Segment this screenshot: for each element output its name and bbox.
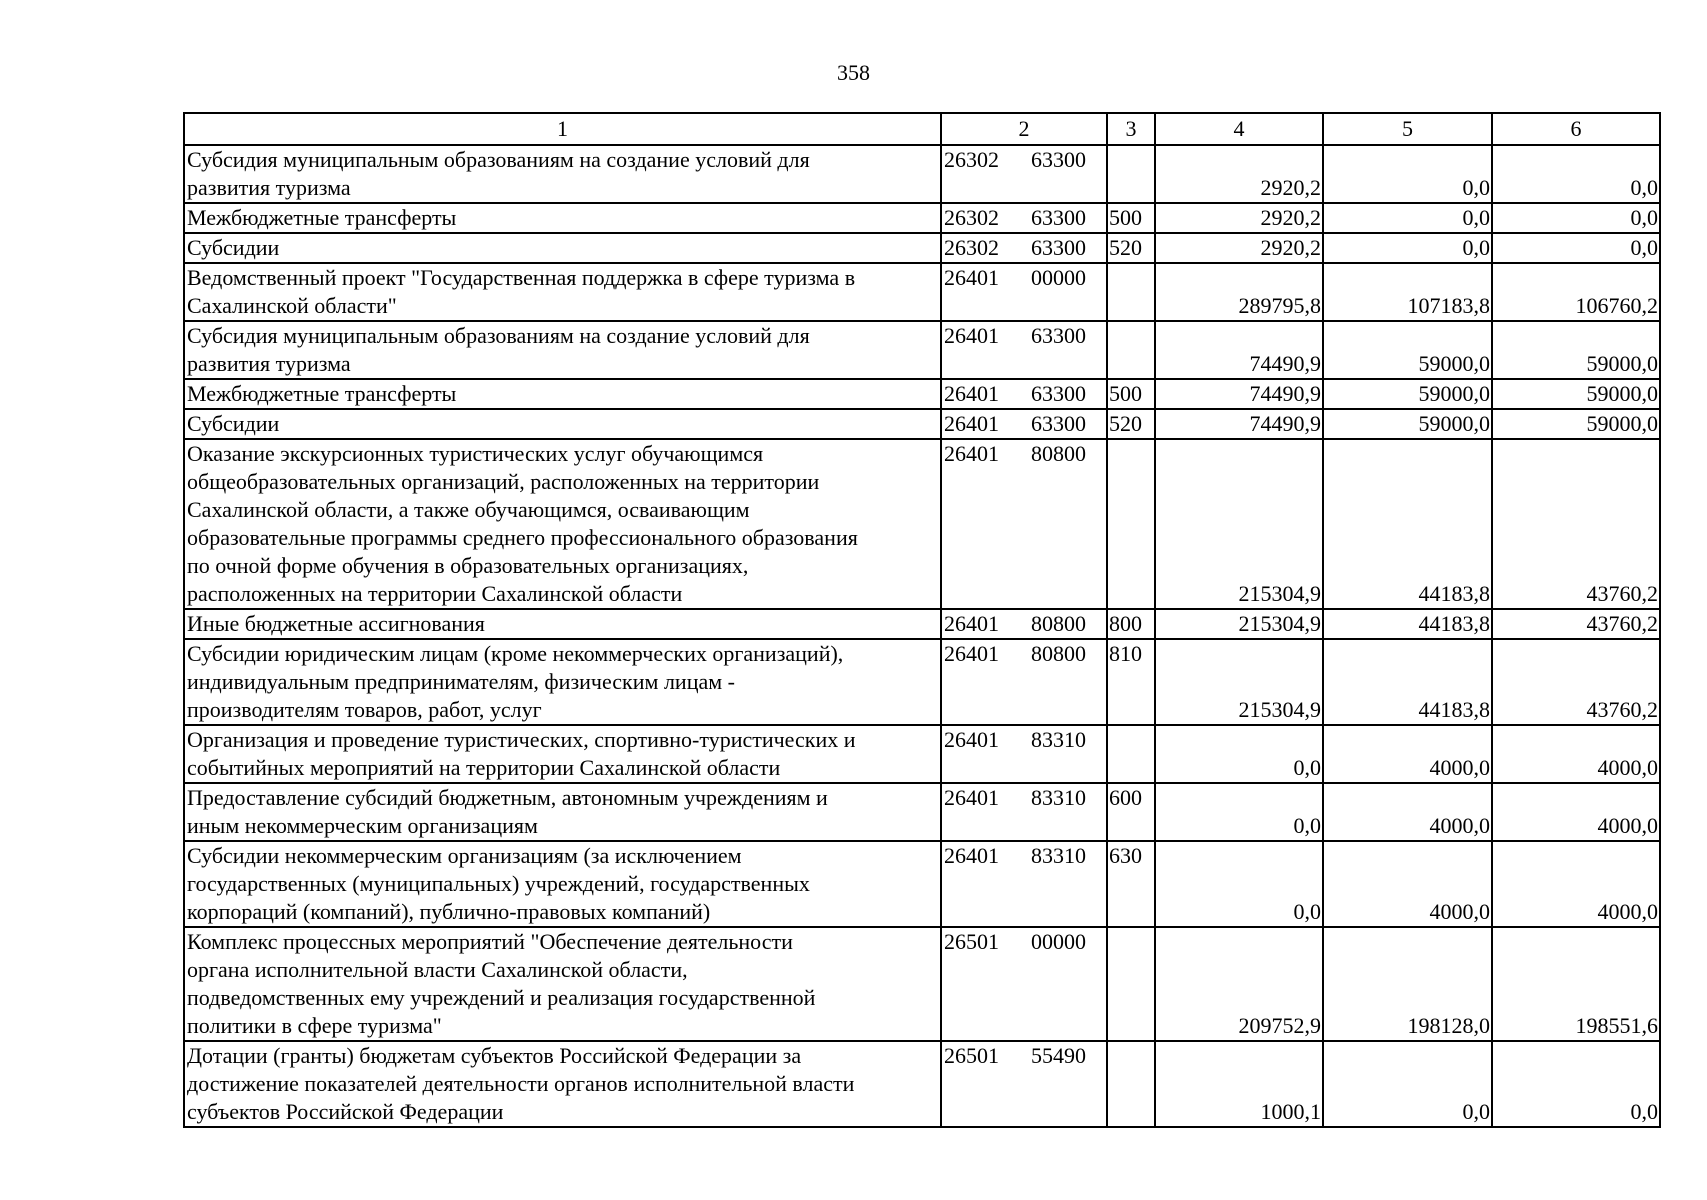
row-value-v6: 43760,2 [1492, 439, 1660, 609]
row-value-v6: 0,0 [1492, 233, 1660, 263]
row-value-v5: 4000,0 [1323, 725, 1492, 783]
table-row [184, 379, 1660, 409]
row-value-v5: 0,0 [1323, 1041, 1492, 1127]
row-name-line: корпораций (компаний), публично-правовых компаний) [187, 899, 711, 924]
row-name-line: Сахалинской области, а также обучающимся, осваивающим [187, 497, 750, 522]
row-code [941, 233, 1107, 263]
row-code [941, 639, 1107, 725]
row-name [184, 927, 941, 1041]
row-value-v5: 107183,8 [1323, 263, 1492, 321]
row-name [184, 203, 941, 233]
code-direction: 63300 [1031, 205, 1086, 230]
row-value-v6: 4000,0 [1492, 783, 1660, 841]
row-value-v5: 59000,0 [1323, 409, 1492, 439]
row-name [184, 321, 941, 379]
row-expense-type [1107, 439, 1155, 609]
row-name-line: Субсидия муниципальным образованиям на создание условий для [187, 323, 810, 348]
table-row [184, 145, 1660, 203]
row-name-line: Комплекс процессных мероприятий "Обеспечение деятельности [187, 929, 793, 954]
table-row [184, 1041, 1660, 1127]
row-value-v5: 4000,0 [1323, 841, 1492, 927]
row-value-v6: 4000,0 [1492, 725, 1660, 783]
row-value-v4: 215304,9 [1155, 439, 1323, 609]
code-direction: 00000 [1031, 929, 1086, 954]
code-direction: 83310 [1031, 785, 1086, 810]
row-value-v6: 43760,2 [1492, 609, 1660, 639]
row-name [184, 783, 941, 841]
row-value-v4: 0,0 [1155, 783, 1323, 841]
row-value-v6: 0,0 [1492, 203, 1660, 233]
table-row [184, 409, 1660, 439]
table-row [184, 609, 1660, 639]
row-value-v4: 0,0 [1155, 841, 1323, 927]
code-program: 26501 [944, 1043, 999, 1068]
row-expense-type: 520 [1107, 233, 1155, 263]
code-program: 26401 [944, 785, 999, 810]
row-name-line: органа исполнительной власти Сахалинской области, [187, 957, 688, 982]
row-code [941, 321, 1107, 379]
code-direction: 83310 [1031, 727, 1086, 752]
row-name-line: Предоставление субсидий бюджетным, автономным учреждениям и [187, 785, 828, 810]
row-code [941, 145, 1107, 203]
row-value-v5: 44183,8 [1323, 609, 1492, 639]
row-code [941, 203, 1107, 233]
code-program: 26302 [944, 205, 999, 230]
table-row [184, 639, 1660, 725]
row-name-line: Дотации (гранты) бюджетам субъектов Российской Федерации за [187, 1043, 802, 1068]
row-expense-type: 600 [1107, 783, 1155, 841]
row-expense-type: 800 [1107, 609, 1155, 639]
row-value-v4: 74490,9 [1155, 321, 1323, 379]
row-name [184, 409, 941, 439]
row-name [184, 609, 941, 639]
header-row [184, 113, 1660, 145]
row-name-line: Сахалинской области" [187, 293, 397, 318]
row-code [941, 263, 1107, 321]
code-program: 26302 [944, 235, 999, 260]
row-value-v5: 59000,0 [1323, 379, 1492, 409]
header-col-4: 4 [1155, 113, 1323, 145]
row-expense-type [1107, 1041, 1155, 1127]
table-row [184, 841, 1660, 927]
code-direction: 63300 [1031, 381, 1086, 406]
table-row [184, 439, 1660, 609]
row-value-v6: 43760,2 [1492, 639, 1660, 725]
table-row [184, 783, 1660, 841]
row-name [184, 439, 941, 609]
row-code [941, 1041, 1107, 1127]
code-program: 26401 [944, 381, 999, 406]
row-expense-type: 500 [1107, 203, 1155, 233]
row-name [184, 145, 941, 203]
table-row [184, 263, 1660, 321]
row-code [941, 379, 1107, 409]
row-value-v5: 4000,0 [1323, 783, 1492, 841]
row-code [941, 841, 1107, 927]
table-row [184, 233, 1660, 263]
row-value-v6: 59000,0 [1492, 321, 1660, 379]
code-direction: 63300 [1031, 411, 1086, 436]
row-name [184, 1041, 941, 1127]
code-program: 26401 [944, 441, 999, 466]
table-row [184, 203, 1660, 233]
row-name-line: Оказание экскурсионных туристических услуг обучающимся [187, 441, 764, 466]
row-code [941, 409, 1107, 439]
row-value-v4: 2920,2 [1155, 233, 1323, 263]
code-program: 26401 [944, 611, 999, 636]
row-expense-type: 520 [1107, 409, 1155, 439]
row-value-v4: 209752,9 [1155, 927, 1323, 1041]
code-program: 26302 [944, 147, 999, 172]
row-value-v6: 0,0 [1492, 145, 1660, 203]
row-value-v4: 74490,9 [1155, 379, 1323, 409]
code-direction: 83310 [1031, 843, 1086, 868]
page-number: 358 [837, 60, 870, 85]
row-name-line: индивидуальным предпринимателям, физическим лицам - [187, 669, 735, 694]
row-expense-type [1107, 263, 1155, 321]
row-value-v5: 44183,8 [1323, 439, 1492, 609]
row-value-v5: 0,0 [1323, 145, 1492, 203]
code-direction: 00000 [1031, 265, 1086, 290]
table-row [184, 927, 1660, 1041]
row-name-line: Субсидии некоммерческим организациям (за исключением [187, 843, 742, 868]
row-value-v6: 59000,0 [1492, 409, 1660, 439]
code-direction: 63300 [1031, 147, 1086, 172]
row-name-line: Иные бюджетные ассигнования [187, 611, 485, 636]
row-name-line: субъектов Российской Федерации [187, 1099, 504, 1124]
row-name [184, 263, 941, 321]
code-program: 26401 [944, 265, 999, 290]
row-name-line: Субсидия муниципальным образованиям на создание условий для [187, 147, 810, 172]
row-value-v6: 106760,2 [1492, 263, 1660, 321]
row-name-line: подведомственных ему учреждений и реализация государственной [187, 985, 816, 1010]
row-name [184, 379, 941, 409]
table-row [184, 321, 1660, 379]
row-value-v5: 0,0 [1323, 203, 1492, 233]
row-name-line: Организация и проведение туристических, спортивно-туристических и [187, 727, 856, 752]
row-value-v6: 198551,6 [1492, 927, 1660, 1041]
row-name-line: Субсидии юридическим лицам (кроме некоммерческих организаций), [187, 641, 844, 666]
row-name-line: Ведомственный проект "Государственная поддержка в сфере туризма в [187, 265, 856, 290]
code-direction: 63300 [1031, 235, 1086, 260]
row-value-v4: 215304,9 [1155, 609, 1323, 639]
row-name-line: развития туризма [187, 175, 351, 200]
row-code [941, 609, 1107, 639]
row-expense-type: 630 [1107, 841, 1155, 927]
row-name-line: Межбюджетные трансферты [187, 205, 457, 230]
code-program: 26401 [944, 641, 999, 666]
row-name [184, 233, 941, 263]
row-value-v6: 0,0 [1492, 1041, 1660, 1127]
row-name-line: общеобразовательных организаций, расположенных на территории [187, 469, 820, 494]
row-name-line: образовательные программы среднего профессионального образования [187, 525, 858, 550]
row-value-v4: 289795,8 [1155, 263, 1323, 321]
row-name-line: Субсидии [187, 235, 280, 260]
row-code [941, 725, 1107, 783]
row-value-v4: 0,0 [1155, 725, 1323, 783]
row-name-line: по очной форме обучения в образовательных организациях, [187, 553, 749, 578]
row-value-v4: 2920,2 [1155, 203, 1323, 233]
row-name [184, 639, 941, 725]
code-direction: 80800 [1031, 441, 1086, 466]
row-name [184, 725, 941, 783]
row-name-line: Межбюджетные трансферты [187, 381, 457, 406]
code-direction: 55490 [1031, 1043, 1086, 1068]
row-name-line: расположенных на территории Сахалинской области [187, 581, 683, 606]
row-value-v5: 44183,8 [1323, 639, 1492, 725]
row-name-line: производителям товаров, работ, услуг [187, 697, 542, 722]
code-direction: 63300 [1031, 323, 1086, 348]
header-col-5: 5 [1323, 113, 1492, 145]
row-value-v4: 74490,9 [1155, 409, 1323, 439]
row-name-line: событийных мероприятий на территории Сахалинской области [187, 755, 781, 780]
row-value-v4: 215304,9 [1155, 639, 1323, 725]
header-col-6: 6 [1492, 113, 1660, 145]
row-expense-type: 500 [1107, 379, 1155, 409]
row-expense-type [1107, 725, 1155, 783]
code-program: 26401 [944, 843, 999, 868]
row-expense-type [1107, 321, 1155, 379]
row-value-v5: 59000,0 [1323, 321, 1492, 379]
table-row [184, 725, 1660, 783]
row-name [184, 841, 941, 927]
row-expense-type [1107, 927, 1155, 1041]
row-value-v4: 1000,1 [1155, 1041, 1323, 1127]
row-name-line: государственных (муниципальных) учреждений, государственных [187, 871, 810, 896]
row-expense-type [1107, 145, 1155, 203]
row-value-v5: 0,0 [1323, 233, 1492, 263]
row-code [941, 783, 1107, 841]
code-program: 26401 [944, 323, 999, 348]
row-name-line: иным некоммерческим организациям [187, 813, 538, 838]
code-program: 26401 [944, 411, 999, 436]
row-value-v4: 2920,2 [1155, 145, 1323, 203]
code-direction: 80800 [1031, 641, 1086, 666]
row-code [941, 927, 1107, 1041]
row-name-line: политики в сфере туризма" [187, 1013, 442, 1038]
row-name-line: Субсидии [187, 411, 280, 436]
row-code [941, 439, 1107, 609]
header-col-2: 2 [941, 113, 1107, 145]
code-direction: 80800 [1031, 611, 1086, 636]
row-value-v5: 198128,0 [1323, 927, 1492, 1041]
row-name-line: развития туризма [187, 351, 351, 376]
header-col-3: 3 [1107, 113, 1155, 145]
budget-table [183, 112, 1661, 1128]
code-program: 26501 [944, 929, 999, 954]
row-value-v6: 4000,0 [1492, 841, 1660, 927]
header-col-1: 1 [184, 113, 941, 145]
code-program: 26401 [944, 727, 999, 752]
row-expense-type: 810 [1107, 639, 1155, 725]
row-value-v6: 59000,0 [1492, 379, 1660, 409]
row-name-line: достижение показателей деятельности органов исполнительной власти [187, 1071, 855, 1096]
